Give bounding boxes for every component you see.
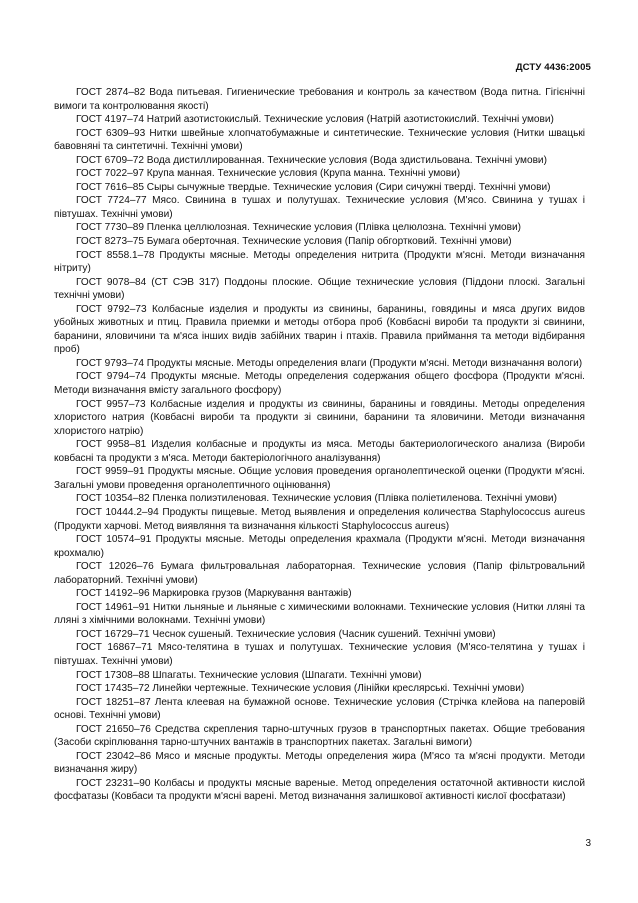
- reference-item: ГОСТ 6309–93 Нитки швейные хлопчатобумажные и синтетические. Технические условия (Нитки швацькі бавовняні та синтетичні. Технічні умови): [54, 127, 585, 153]
- reference-item: ГОСТ 10354–82 Пленка полиэтиленовая. Технические условия (Плівка поліетиленова. Технічні умови): [76, 493, 557, 505]
- reference-item: ГОСТ 14961–91 Нитки льняные и льняные с химическими волокнами. Технические условия (Нитки лляні та лляні з хімічними волокнами. Технічні умови): [54, 601, 585, 627]
- reference-item: ГОСТ 8558.1–78 Продукты мясные. Методы определения нитрита (Продукти м'ясні. Методи визначання нітриту): [54, 249, 585, 275]
- reference-item: ГОСТ 10574–91 Продукты мясные. Методы определения крахмала (Продукти м'ясні. Методи визначання крохмалю): [54, 534, 585, 559]
- reference-item: ГОСТ 23231–90 Колбасы и продукты мясные вареные. Метод определения остаточной активности кислой фосфатазы (Ковбаси та продукти м'ясні варені. Метод визначання залишкової активності кислої фосфатази): [54, 777, 585, 803]
- reference-item: ГОСТ 7616–85 Сыры сычужные твердые. Технические условия (Сири сичужні тверді. Технічні умови): [76, 181, 551, 193]
- page-number: 3: [585, 838, 591, 849]
- document-id: ДСТУ 4436:2005: [515, 62, 591, 73]
- reference-item: ГОСТ 9792–73 Колбасные изделия и продукты из свинины, баранины, говядины и мяса других видов убойных животных и птиц. Правила приемки и методы отбора проб (Ковбасні вироби та продукти зі свинини, баранини, яловичини та м'яса інших видів забійних тварин і птахів. Правила приймання та методи відбирання проб): [54, 303, 585, 356]
- reference-item: ГОСТ 21650–76 Средства скрепления тарно-штучных грузов в транспортных пакетах. Общие требования (Засоби скріплювання тарно-штучних вантажів в транспортних пакетах. Загальні вимоги): [54, 723, 585, 749]
- reference-item: ГОСТ 14192–96 Маркировка грузов (Маркування вантажів): [76, 588, 352, 600]
- reference-item: ГОСТ 18251–87 Лента клеевая на бумажной основе. Технические условия (Стрічка клейова на паперовій основі. Технічні умови): [54, 696, 585, 722]
- reference-item: ГОСТ 9793–74 Продукты мясные. Методы определения влаги (Продукти м'ясні. Методи визначання вологи): [76, 357, 583, 369]
- reference-item: ГОСТ 7022–97 Крупа манная. Технические условия (Крупа манна. Технічні умови): [76, 168, 461, 180]
- reference-item: ГОСТ 16729–71 Чеснок сушеный. Технические условия (Часник сушений. Технічні умови): [76, 628, 496, 640]
- references-list: [54, 86, 585, 804]
- reference-item: ГОСТ 17435–72 Линейки чертежные. Технические условия (Лінійки креслярські. Технічні умови): [76, 683, 525, 695]
- reference-item: ГОСТ 12026–76 Бумага фильтровальная лабораторная. Технические условия (Папір фільтровальний лабораторний. Технічні умови): [54, 561, 585, 586]
- reference-item: ГОСТ 23042–86 Мясо и мясные продукты. Методы определения жира (М'ясо та м'ясні продукти. Методи визначання жиру): [54, 750, 585, 776]
- reference-item: ГОСТ 9957–73 Колбасные изделия и продукты из свинины, баранины и говядины. Методы определения хлористого натрия (Ковбасні вироби та продукти зі свинини, баранини та яловичини. Методи визначання хлористого натрію): [54, 398, 585, 437]
- reference-item: ГОСТ 7724–77 Мясо. Свинина в тушах и полутушах. Технические условия (М'ясо. Свинина у тушах і півтушах. Технічні умови): [54, 195, 585, 220]
- reference-item: ГОСТ 2874–82 Вода питьевая. Гигиенические требования и контроль за качеством (Вода питна. Гігієнічні вимоги та контролювання якості): [54, 87, 585, 112]
- reference-item: ГОСТ 16867–71 Мясо-телятина в тушах и полутушах. Технические условия (М'ясо-телятина у тушах і півтушах. Технічні умови): [54, 642, 585, 667]
- reference-item: ГОСТ 9078–84 (СТ СЭВ 317) Поддоны плоские. Общие технические условия (Піддони плоскі. Загальні технічні умови): [54, 276, 585, 302]
- reference-item: ГОСТ 17308–88 Шпагаты. Технические условия (Шпагати. Технічні умови): [76, 669, 422, 681]
- reference-item: ГОСТ 8273–75 Бумага оберточная. Технические условия (Папір обгортковий. Технічні умови): [76, 236, 512, 248]
- reference-item: ГОСТ 7730–89 Пленка целлюлозная. Технические условия (Плівка целюлозна. Технічні умови): [76, 222, 522, 234]
- reference-item: ГОСТ 9959–91 Продукты мясные. Общие условия проведения органолептической оценки (Продукти м'ясні. Загальні умови проведення органолептичного оцінювання): [54, 466, 585, 491]
- reference-item: ГОСТ 4197–74 Натрий азотистокислый. Технические условия (Натрій азотистокислий. Технічні умови): [76, 114, 554, 126]
- reference-item: ГОСТ 9958–81 Изделия колбасные и продукты из мяса. Методы бактериологического анализа (Вироби ковбасні та продукти з м'яса. Методи бактеріологічного аналізування): [54, 439, 585, 464]
- reference-item: ГОСТ 6709–72 Вода дистиллированная. Технические условия (Вода здистильована. Технічні умови): [76, 154, 547, 166]
- reference-item: ГОСТ 10444.2–94 Продукты пищевые. Метод выявления и определения количества Staphylococcus aureus (Продукти харчові. Метод виявляння та визначання кількості Staphylococcus aureus): [54, 506, 585, 532]
- reference-item: ГОСТ 9794–74 Продукты мясные. Методы определения содержания общего фосфора (Продукти м'ясні. Методи визначання вмісту загального фосфору): [54, 371, 585, 397]
